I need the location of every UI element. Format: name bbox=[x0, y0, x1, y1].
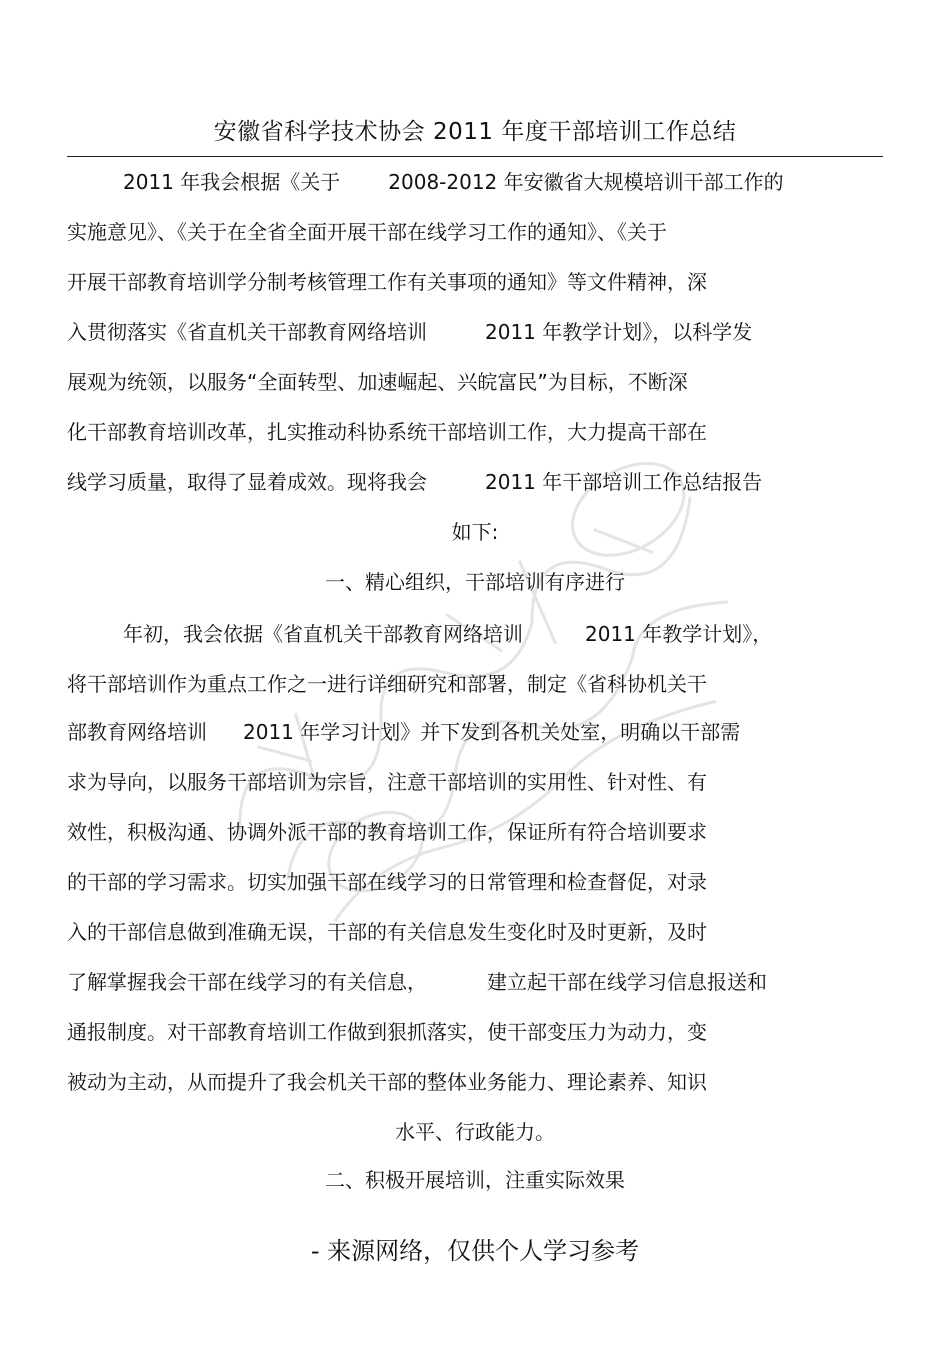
paragraph-line: 如下: bbox=[451, 520, 499, 544]
paragraph-line: 效性，积极沟通、协调外派干部的教育培训工作，保证所有符合培训要求 bbox=[67, 820, 707, 844]
paragraph-line: 通报制度。对干部教育培训工作做到狠抓落实，使干部变压力为动力，变 bbox=[67, 1020, 707, 1044]
title-divider bbox=[67, 156, 883, 157]
document-title: 安徽省科学技术协会 2011 年度干部培训工作总结 bbox=[213, 119, 737, 145]
paragraph-line: 的干部的学习需求。切实加强干部在线学习的日常管理和检查督促，对录 bbox=[67, 870, 707, 894]
paragraph-line: 化干部教育培训改革，扎实推动科协系统干部培训工作，大力提高干部在 bbox=[67, 420, 707, 444]
text-segment: 线学习质量，取得了显着成效。现将我会 bbox=[67, 470, 427, 494]
paragraph-line: 被动为主动，从而提升了我会机关干部的整体业务能力、理论素养、知识 bbox=[67, 1070, 707, 1094]
paragraph-line bbox=[67, 468, 762, 496]
paragraph-line bbox=[123, 168, 784, 196]
paragraph-line: 将干部培训作为重点工作之一进行详细研究和部署，制定《省科协机关干 bbox=[67, 672, 707, 696]
text-segment: 了解掌握我会干部在线学习的有关信息， bbox=[67, 970, 427, 994]
paragraph-line: 求为导向，以服务干部培训为宗旨，注意干部培训的实用性、针对性、有 bbox=[67, 770, 707, 794]
paragraph-line: 展观为统领，以服务“全面转型、加速崛起、兴皖富民”为目标，不断深 bbox=[67, 370, 688, 394]
text-segment: 入贯彻落实《省直机关干部教育网络培训 bbox=[67, 320, 427, 344]
paragraph-line: 水平、行政能力。 bbox=[395, 1120, 555, 1144]
text-segment: 2011 年教学计划》，以科学发 bbox=[485, 320, 753, 344]
section-heading: 一、精心组织，干部培训有序进行 bbox=[325, 570, 625, 594]
paragraph-line bbox=[123, 620, 772, 648]
text-segment: 2011 年学习计划》并下发到各机关处室，明确以干部需 bbox=[243, 720, 741, 744]
text-segment: 年初，我会依据《省直机关干部教育网络培训 bbox=[123, 622, 523, 646]
paragraph-line: 入的干部信息做到准确无误，干部的有关信息发生变化时及时更新，及时 bbox=[67, 920, 707, 944]
text-segment: 2011 年教学计划》， bbox=[585, 622, 773, 646]
text-segment: 2011 年我会根据《关于 bbox=[123, 170, 341, 194]
paragraph-line bbox=[67, 318, 752, 346]
paragraph-line bbox=[67, 718, 740, 746]
section-heading: 二、积极开展培训，注重实际效果 bbox=[325, 1168, 625, 1192]
paragraph-line: 开展干部教育培训学分制考核管理工作有关事项的通知》等文件精神，深 bbox=[67, 270, 707, 294]
paragraph-line: 实施意见》、《关于在全省全面开展干部在线学习工作的通知》、《关于 bbox=[67, 220, 667, 244]
text-segment: 2008-2012 年安徽省大规模培训干部工作的 bbox=[388, 170, 784, 194]
source-footer: - 来源网络，仅供个人学习参考 bbox=[310, 1237, 640, 1265]
paragraph-line bbox=[67, 968, 767, 996]
text-segment: 部教育网络培训 bbox=[67, 720, 207, 744]
text-segment: 2011 年干部培训工作总结报告 bbox=[485, 470, 763, 494]
text-segment: 建立起干部在线学习信息报送和 bbox=[487, 970, 767, 994]
